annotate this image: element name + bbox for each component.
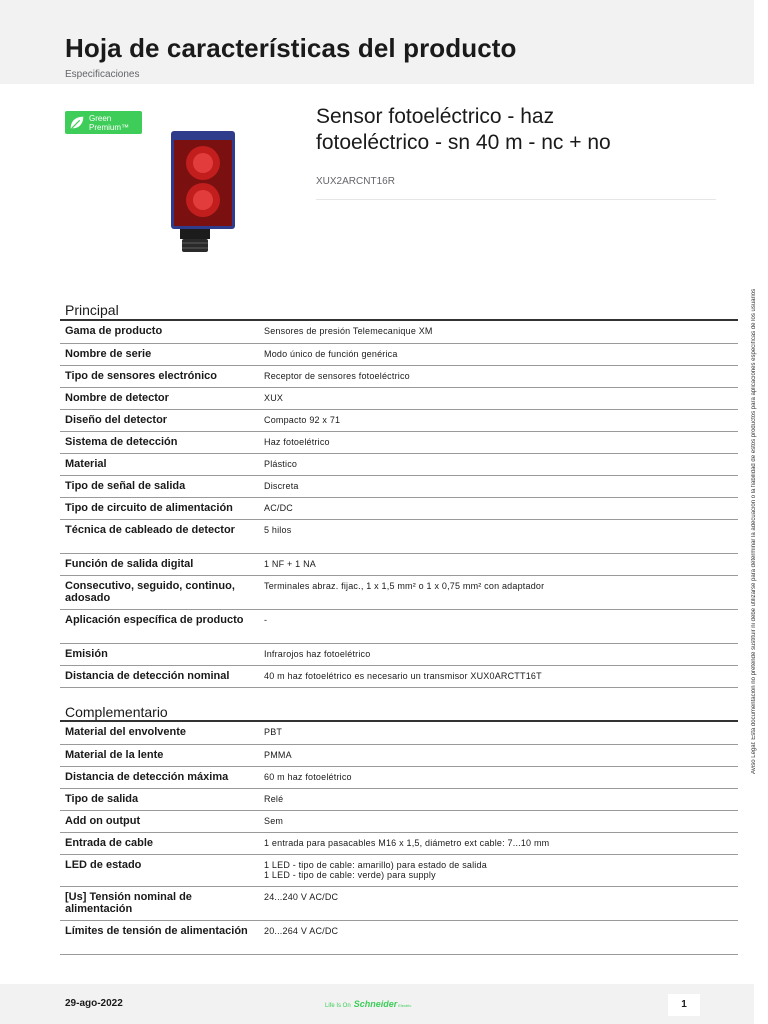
row-label: Tipo de sensores electrónico (60, 365, 258, 387)
table-row (60, 788, 738, 810)
logo-brand: Schneider (353, 999, 398, 1009)
row-label: Consecutivo, seguido, continuo, adosado (60, 575, 258, 609)
row-label: Tipo de salida (60, 788, 258, 810)
leaf-icon (68, 114, 86, 132)
schneider-logo (325, 999, 411, 1009)
row-value (258, 854, 738, 886)
row-label: Emisión (60, 643, 258, 665)
spec-table-complementario (60, 722, 738, 955)
row-value: AC/DC (258, 497, 738, 519)
row-value: 40 m haz fotoelétrico es necesario un transmisor XUX0ARCTT16T (258, 665, 738, 687)
product-title-line-2: fotoeléctrico - sn 40 m - nc + no (316, 131, 611, 154)
table-row (60, 343, 738, 365)
row-value-line-2: 1 LED - tipo de cable: verde) para supply (264, 869, 436, 880)
divider (316, 199, 716, 200)
table-row (60, 553, 738, 575)
table-row (60, 409, 738, 431)
row-value: Terminales abraz. fijac., 1 x 1,5 mm² o 1 x 0,75 mm² con adaptador (258, 575, 738, 609)
row-value: Receptor de sensores fotoeléctrico (258, 365, 738, 387)
table-row (60, 453, 738, 475)
table-row (60, 387, 738, 409)
table-row (60, 643, 738, 665)
page-number: 1 (668, 994, 700, 1016)
table-row (60, 365, 738, 387)
badge-line-1: Green (89, 113, 112, 123)
row-value: 60 m haz fotoelétrico (258, 766, 738, 788)
row-value: PBT (258, 722, 738, 744)
table-row (60, 575, 738, 609)
table-row (60, 920, 738, 954)
table-row (60, 722, 738, 744)
table-row (60, 810, 738, 832)
page-header (0, 0, 754, 84)
row-value: Plástico (258, 453, 738, 475)
row-label: Límites de tensión de alimentación (60, 920, 258, 954)
page-subtitle: Especificaciones (65, 69, 140, 80)
row-label: Sistema de detección (60, 431, 258, 453)
row-label: Entrada de cable (60, 832, 258, 854)
row-label: Nombre de detector (60, 387, 258, 409)
product-image (168, 128, 238, 258)
logo-tagline: Life Is On (325, 1003, 351, 1009)
row-value: 1 NF + 1 NA (258, 553, 738, 575)
row-label: Tipo de señal de salida (60, 475, 258, 497)
section-title-complementario: Complementario (65, 704, 168, 720)
table-row (60, 665, 738, 687)
row-label: Aplicación específica de producto (60, 609, 258, 643)
legal-disclaimer: Aviso Legal: Esta documentación no pretende sustituir ni debe utilizarse para determinar la adecuación o la fiabilidad de estos productos para aplicaciones específicas de los usuarios (751, 288, 757, 774)
row-label: Diseño del detector (60, 409, 258, 431)
spec-table-principal (60, 321, 738, 688)
row-label: Gama de producto (60, 321, 258, 343)
row-label: Función de salida digital (60, 553, 258, 575)
table-row (60, 744, 738, 766)
row-label: Tipo de circuito de alimentación (60, 497, 258, 519)
row-value: Infrarojos haz fotoelétrico (258, 643, 738, 665)
row-value: 24...240 V AC/DC (258, 886, 738, 920)
row-value: Relé (258, 788, 738, 810)
table-row (60, 832, 738, 854)
row-label: Nombre de serie (60, 343, 258, 365)
row-label: Distancia de detección máxima (60, 766, 258, 788)
product-reference: XUX2ARCNT16R (316, 176, 395, 187)
table-row (60, 497, 738, 519)
logo-brand-sub: Electric (398, 1003, 412, 1008)
table-row (60, 431, 738, 453)
row-label: Material del envolvente (60, 722, 258, 744)
table-row (60, 321, 738, 343)
page-footer (0, 984, 754, 1024)
table-row (60, 519, 738, 553)
footer-date: 29-ago-2022 (65, 998, 123, 1009)
row-label: Material (60, 453, 258, 475)
table-row (60, 766, 738, 788)
row-label: LED de estado (60, 854, 258, 886)
row-value: Sem (258, 810, 738, 832)
section-title-principal: Principal (65, 302, 119, 318)
row-value: Sensores de presión Telemecanique XM (258, 321, 738, 343)
row-value: PMMA (258, 744, 738, 766)
row-value: Haz fotoelétrico (258, 431, 738, 453)
row-value: - (258, 609, 738, 643)
green-premium-badge (65, 111, 142, 134)
row-label: Técnica de cableado de detector (60, 519, 258, 553)
product-title-line-1: Sensor fotoeléctrico - haz (316, 105, 555, 128)
row-value: 5 hilos (258, 519, 738, 553)
row-value-line-1: 1 LED - tipo de cable: amarillo) para estado de salida (264, 859, 487, 870)
row-value: Compacto 92 x 71 (258, 409, 738, 431)
table-row (60, 854, 738, 886)
badge-line-2: Premium™ (89, 122, 130, 132)
row-value: Discreta (258, 475, 738, 497)
table-row (60, 886, 738, 920)
row-value: XUX (258, 387, 738, 409)
row-value: 20...264 V AC/DC (258, 920, 738, 954)
table-row (60, 475, 738, 497)
row-value: Modo único de función genérica (258, 343, 738, 365)
page-title: Hoja de características del producto (65, 33, 517, 63)
row-label: Add on output (60, 810, 258, 832)
row-label: [Us] Tensión nominal de alimentación (60, 886, 258, 920)
row-label: Material de la lente (60, 744, 258, 766)
table-row (60, 609, 738, 643)
product-title (316, 104, 736, 156)
row-value: 1 entrada para pasacables M16 x 1,5, diámetro ext cable: 7...10 mm (258, 832, 738, 854)
row-label: Distancia de detección nominal (60, 665, 258, 687)
